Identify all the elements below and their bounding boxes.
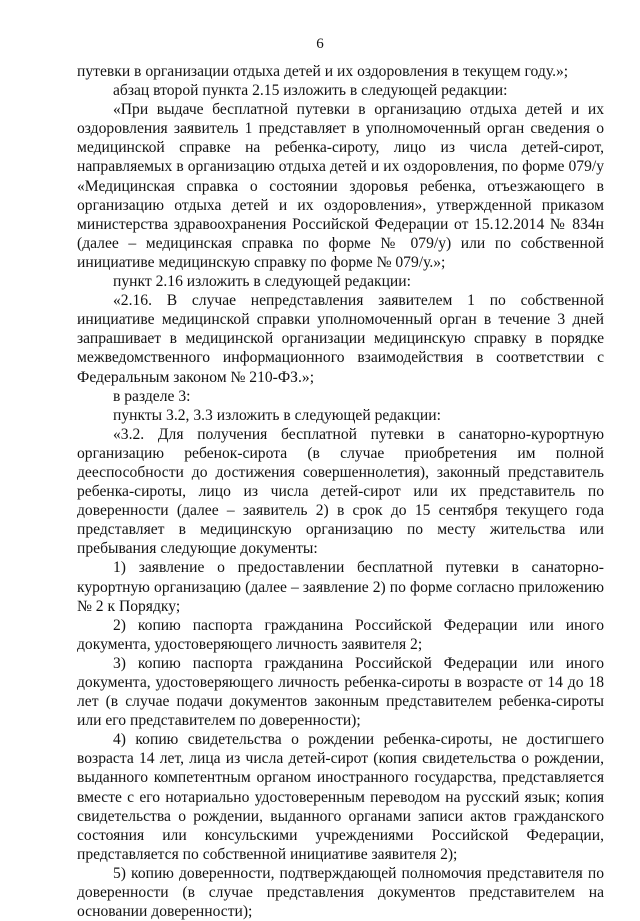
paragraph-amendment-3-2-3-3: пункты 3.2, 3.3 изложить в следующей редакции: bbox=[113, 406, 441, 424]
document-body bbox=[77, 62, 604, 921]
paragraph-amendment-2-15: абзац второй пункта 2.15 изложить в следующей редакции: bbox=[113, 82, 508, 100]
paragraph-quote-2-16: «2.16. В случае непредставления заявителем 1 по собственной инициативе медицинской справки уполномоченный орган в течение 3 дней запрашивает в медицинской организации медицинскую справку в порядке межведомственного информационного взаимодействия в соответствии с Федеральным законом № 210-ФЗ.»; bbox=[77, 292, 604, 386]
paragraph-amendment-2-16: пункт 2.16 изложить в следующей редакции: bbox=[113, 273, 411, 291]
paragraph-quote-3-2: «3.2. Для получения бесплатной путевки в санаторно-курортную организацию ребенок-сирота (в случае приобретения им полной дееспособности до достижения совершеннолетия), законный представитель ребенка-сироты, лицо из числа детей-сирот или их представитель по доверенности (далее – заявитель 2) в срок до 15 сентября текущего года представляет в медицинскую организацию по месту жительства или пребывания следующие документы: bbox=[77, 425, 604, 558]
paragraph-section-3: в разделе 3: bbox=[113, 387, 191, 405]
list-item-1: 1) заявление о предоставлении бесплатной путевки в санаторно-курортную организацию (далее – заявление 2) по форме согласно приложению № 2 к Порядку; bbox=[77, 559, 604, 615]
page-number: 6 bbox=[316, 36, 324, 52]
list-item-4: 4) копию свидетельства о рождении ребенка-сироты, не достигшего возраста 14 лет, лица из числа детей-сирот (копия свидетельства о рождении, выданного компетентным органом иностранного государства, представляется вместе с его нотариально удостоверенным переводом на русский язык; копия свидетельства о рождении, выданного органами записи актов гражданского состояния или консульскими учреждениями Российской Федерации, представляется по собственной инициативе заявителя 2); bbox=[77, 731, 604, 863]
list-item-2: 2) копию паспорта гражданина Российской Федерации или иного документа, удостоверяющего личность заявителя 2; bbox=[77, 616, 604, 653]
list-item-3: 3) копию паспорта гражданина Российской Федерации или иного документа, удостоверяющего личность ребенка-сироты в возрасте от 14 до 18 лет (в случае подачи документов законным представителем ребенка-сироты или его представителем по доверенности); bbox=[77, 654, 604, 730]
paragraph-quote-2-15: «При выдаче бесплатной путевки в организацию отдыха детей и их оздоровления заявитель 1 представляет в уполномоченный орган сведения о медицинской справке на ребенка-сироту, лицо из числа детей-сирот, направляемых в организацию отдыха детей и их оздоровления, по форме 079/у «Медицинская справка о состоянии здоровья ребенка, отъезжающего в организацию отдыха детей и их оздоровления», утвержденной приказом министерства здравоохранения Российской Федерации от 15.12.2014 № 834н (далее – медицинская справка по форме № 079/у) или по собственной инициативе медицинскую справку по форме № 079/у.»; bbox=[77, 101, 604, 271]
list-item-5: 5) копию доверенности, подтверждающей полномочия представителя по доверенности (в случае представления документов представителем на основании доверенности); bbox=[77, 864, 604, 921]
paragraph-continuation: путевки в организации отдыха детей и их оздоровления в текущем году.»; bbox=[77, 63, 569, 80]
